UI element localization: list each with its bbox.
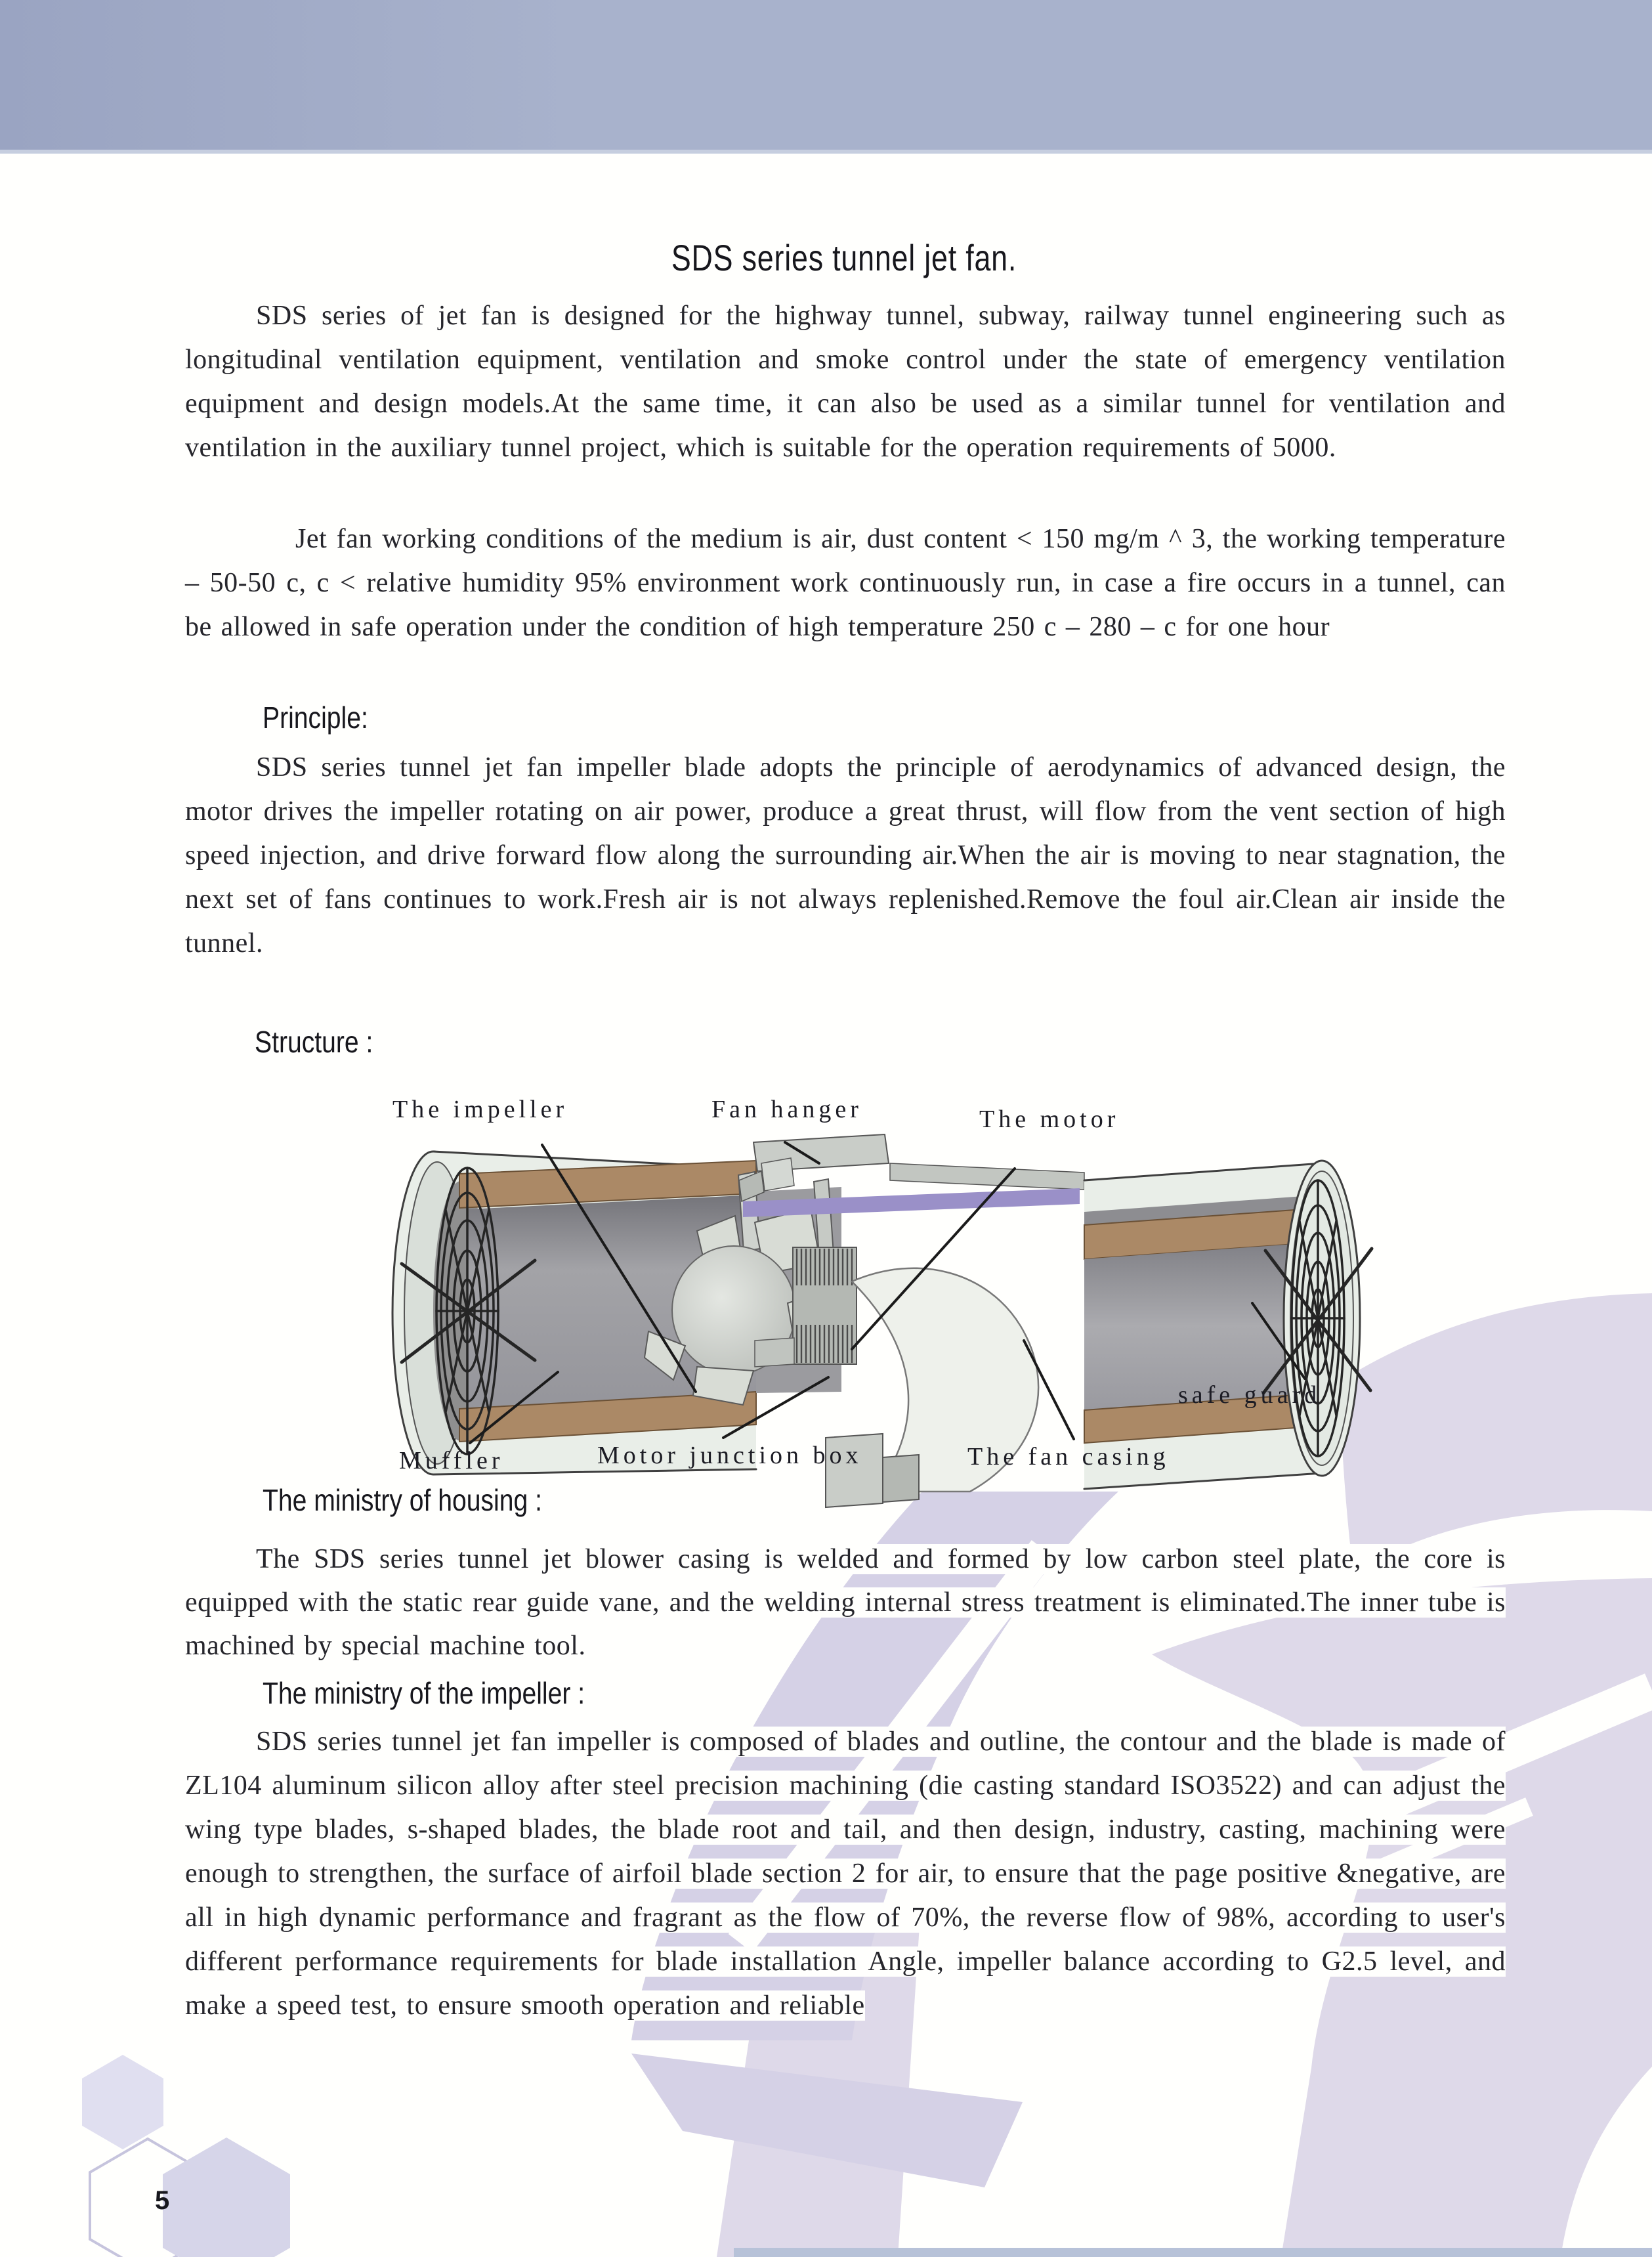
heading-principle: Principle: bbox=[263, 700, 368, 735]
diagram-label-fan-casing: The fan casing bbox=[967, 1443, 1170, 1471]
diagram-label-impeller: The impeller bbox=[392, 1096, 568, 1123]
page-number: 5 bbox=[155, 2186, 170, 2215]
paragraph-working-conditions: Jet fan working conditions of the medium is air, dust content < 150 mg/m ^ 3, the working temperature – 50-50 c, c < relative humidity 95% environment work continuously run, in case a fire occurs in a tunnel, can be allowed in safe operation under the condition of high temperature 250 c – 280 – c for one hour bbox=[185, 524, 1506, 642]
paragraph-intro: SDS series of jet fan is designed for the highway tunnel, subway, railway tunnel engineering such as longitudinal ventilation equipment, ventilation and smoke control under the state of emergency ventilation equipment and design models.At the same time, it can also be used as a similar tunnel for ventilation and ventilation in the auxiliary tunnel project, which is suitable for the operation requirements of 5000. bbox=[185, 301, 1506, 463]
paragraph-impeller: SDS series tunnel jet fan impeller is composed of blades and outline, the contour and the blade is made of ZL104 aluminum silicon alloy after steel precision machining (die casting standard ISO3522) and can adjust the wing type blades, s-shaped blades, the blade root and tail, and then design, industry, casting, machining were enough to strengthen, the surface of airfoil blade section 2 for air, to ensure that the page positive &negative, are all in high dynamic performance and fragrant as the flow of 70%, the reverse flow of 98%, according to user's different performance requirements for blade installation Angle, impeller balance according to G2.5 level, and make a speed test, to ensure smooth operation and reliable bbox=[185, 1727, 1506, 2021]
diagram-label-junction-box: Motor junction box bbox=[597, 1442, 862, 1469]
diagram-label-muffler: Muffler bbox=[399, 1447, 504, 1474]
diagram-label-fan-hanger: Fan hanger bbox=[711, 1096, 862, 1123]
paragraph-principle: SDS series tunnel jet fan impeller blade adopts the principle of aerodynamics of advanced design, the motor drives the impeller rotating on air power, produce a great thrust, will flow from the vent section of high speed injection, and drive forward flow along the surrounding air.When the air is moving to near stagnation, the next set of fans continues to work.Fresh air is not always replenished.Remove the foul air.Clean air inside the tunnel. bbox=[185, 752, 1506, 958]
page-title: SDS series tunnel jet fan. bbox=[671, 237, 1017, 278]
heading-ministry-of-impeller: The ministry of the impeller : bbox=[263, 1676, 585, 1710]
diagram-label-safe-guard: safe guard bbox=[1178, 1381, 1321, 1409]
paragraph-housing: The SDS series tunnel jet blower casing is welded and formed by low carbon steel plate, the core is equipped with the static rear guide vane, and the welding internal stress treatment is eliminated.The inner tube is machined by special machine tool. bbox=[185, 1544, 1506, 1661]
diagram-label-motor: The motor bbox=[979, 1106, 1120, 1133]
heading-structure: Structure : bbox=[255, 1025, 373, 1059]
heading-ministry-of-housing: The ministry of housing : bbox=[263, 1483, 542, 1517]
